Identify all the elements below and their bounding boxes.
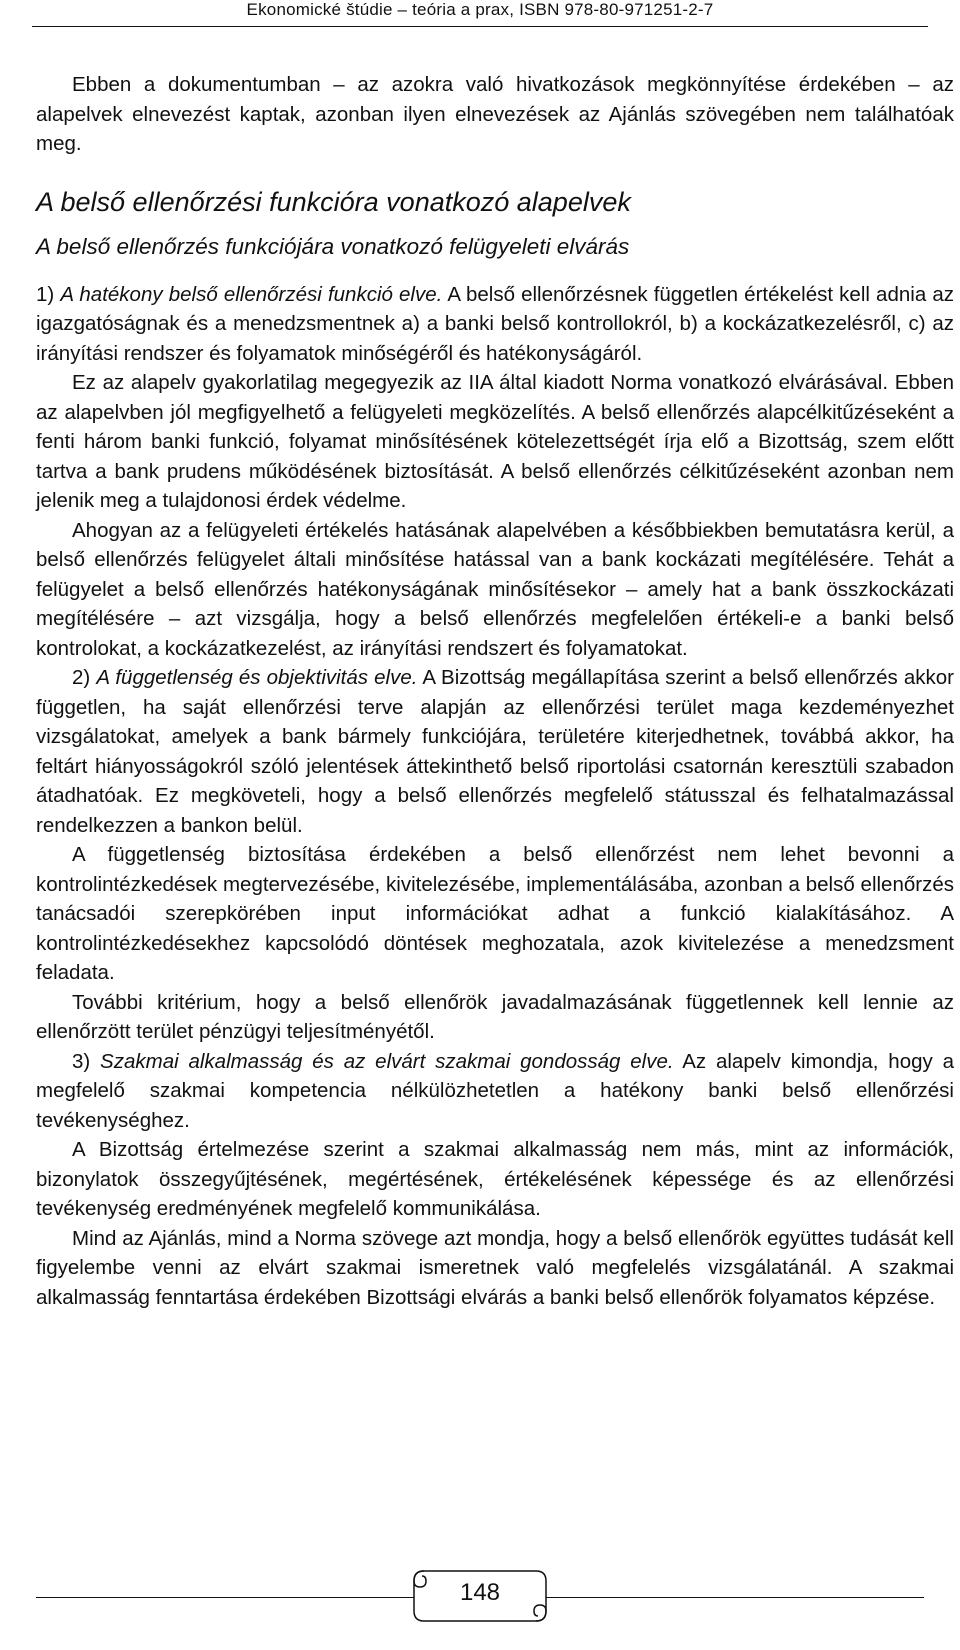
principle-2-paragraph xyxy=(36,663,954,840)
paragraph-6: További kritérium, hogy a belső ellenőrök javadalmazásának függetlennek kell lennie az ellenőrzött terület pénzügyi teljesítményétől. xyxy=(36,990,954,1043)
section-heading: A belső ellenőrzési funkcióra vonatkozó alapelvek xyxy=(36,186,631,217)
page-number: 148 xyxy=(459,1579,501,1606)
principle-1-text: A belső ellenőrzésnek független értékelést kell adnia az igazgatóságnak és a menedzsmentnek a) a banki belső kontrollokról, b) a kockázatkezelésről, c) az irányítási rendszer és folyamatok minőségéről és hatékonyságáról. xyxy=(36,282,954,365)
paragraph-3: Ahogyan az a felügyeleti értékelés hatásának alapelvében a későbbiekben bemutatásra kerül, a belső ellenőrzés felügyelet általi minősítése hatással van a bank kockázati megítélésére. Tehát a felügyelet a belső ellenőrzés hatékonyságának minősítésekor – amely hat a bank összkockázati megítélésére – azt vizsgálja, hogy a belső ellenőrzés megfelelően értékeli-e a banki belső kontrolokat, a kockázatkezelést, az irányítási rendszert és folyamatokat. xyxy=(36,518,954,660)
principle-3-paragraph xyxy=(36,1047,954,1136)
paragraph-5: A függetlenség biztosítása érdekében a belső ellenőrzést nem lehet bevonni a kontrolintézkedések megtervezésébe, kivitelezésébe, implementálásába, azonban a belső ellenőrzés tanácsadói szerepkörében input információkat adhat a funkció kialakításához. A kontrolintézkedésekhez kapcsolódó döntések meghozatala, azok kivitelezése a menedzsment feladata. xyxy=(36,843,954,984)
principle-2-title: A függetlenség és objektivitás elve. xyxy=(96,666,418,689)
paragraph-2: Ez az alapelv gyakorlatilag megegyezik az IIA által kiadott Norma vonatkozó elvárásával. Ebben az alapelvben jól megfigyelhető a felügyeleti megközelítés. A belső ellenőrzés alapcélkitűzéseként a fenti három banki funkció, folyamat minősítésének kötelezettségét írja elő a Bizottság, szem előtt tartva a bank prudens működésének biztosítását. A belső ellenőrzés célkitűzéseként azonban nem jelenik meg a tulajdonosi érdek védelme. xyxy=(36,371,954,512)
paragraph-8: A Bizottság értelmezése szerint a szakmai alkalmasság nem más, mint az információk, bizonylatok összegyűjtésének, megértésének, értékelésének képessége és az ellenőrzési tevékenység eredményének megfelelő kommunikálása. xyxy=(36,1138,954,1220)
page-footer xyxy=(0,1565,960,1629)
principle-3-text: Az alapelv kimondja, hogy a megfelelő szakmai kompetencia nélkülözhetetlen a hatékony banki belső ellenőrzési tevékenységhez. xyxy=(36,1049,954,1132)
principle-1-number: 1) xyxy=(36,282,61,306)
principle-1-title: A hatékony belső ellenőrzési funkció elve. xyxy=(60,282,443,306)
principle-3-number: 3) xyxy=(72,1049,101,1073)
page-content xyxy=(36,70,954,1312)
principle-2-text: A Bizottság megállapítása szerint a belső ellenőrzés akkor független, ha saját ellenőrzési terve alapján az ellenőrzési terület maga kezdeményezhet vizsgálatokat, amelyek a bank bármely funkciójára, területére kiterjedhetnek, továbbá akkor, ha feltárt hiányosságokról szóló jelentések áttekinthető belső riportolási csatornán keresztüli szabadon átadhatóak. Ez megköveteli, hogy a belső ellenőrzés megfelelő státusszal és felhatalmazással rendelkezzen a bankon belül. xyxy=(36,666,954,837)
header-rule xyxy=(32,26,928,27)
subsection-heading: A belső ellenőrzés funkciójára vonatkozó felügyeleti elvárás xyxy=(36,233,630,259)
running-header xyxy=(0,0,960,20)
principle-1-paragraph xyxy=(36,280,954,369)
principle-2-number: 2) xyxy=(72,666,97,689)
principle-3-title: Szakmai alkalmasság és az elvárt szakmai gondosság elve. xyxy=(100,1049,674,1073)
intro-paragraph: Ebben a dokumentumban – az azokra való hivatkozások megkönnyítése érdekében – az alapelvek elnevezést kaptak, azonban ilyen elnevezések az Ajánlás szövegében nem találhatóak meg. xyxy=(36,73,954,155)
paragraph-9: Mind az Ajánlás, mind a Norma szövege azt mondja, hogy a belső ellenőrök együttes tudását kell figyelembe venni az elvárt szakmai ismeretnek való megfelelés vizsgálatánál. A szakmai alkalmasság fenntartása érdekében Bizottsági elvárás a banki belső ellenőrök folyamatos képzése. xyxy=(36,1226,954,1309)
header-title: Ekonomické štúdie – teória a prax, ISBN 978-80-971251-2-7 xyxy=(246,0,714,19)
